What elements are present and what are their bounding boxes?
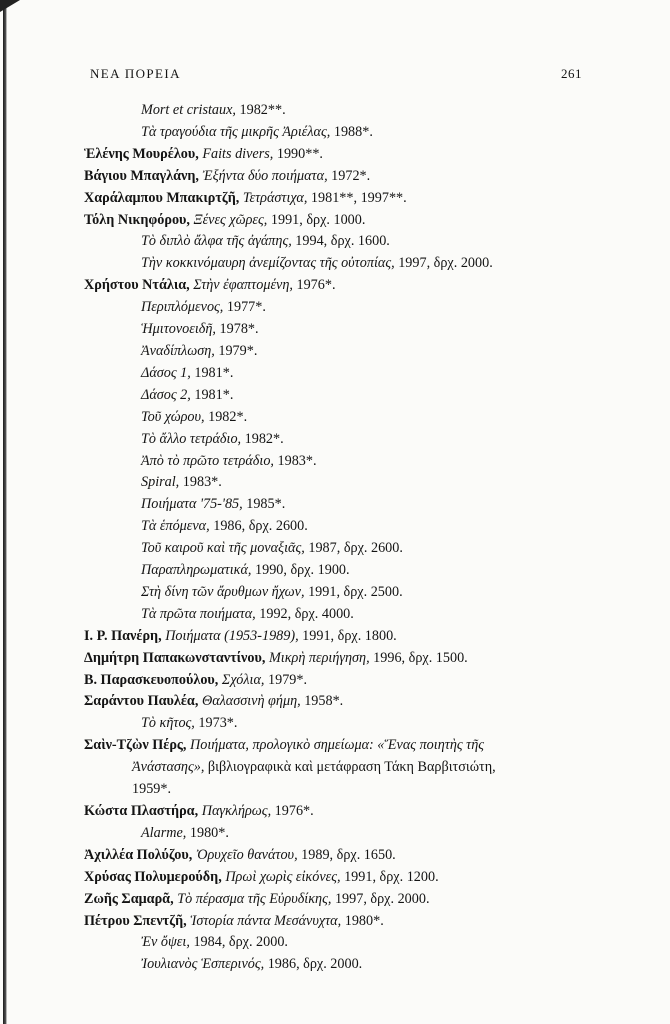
title: Τὰ τραγούδια τῆς μικρῆς Ἀριέλας, <box>141 123 331 140</box>
entry-8 <box>84 275 604 297</box>
details: 1976*. <box>292 277 336 294</box>
title: Ποιήματα (1953-1989), <box>161 627 299 644</box>
entry-2 <box>84 144 604 166</box>
author: Β. Παρασκευοπούλου, <box>84 671 219 688</box>
entry-38 <box>84 932 604 954</box>
title: Ἱστορία πάντα Μεσάνυχτα, <box>186 912 342 929</box>
title: Τὸ κῆτος, <box>141 715 195 732</box>
entry-32 <box>84 801 604 823</box>
details: 1985*. <box>242 496 286 513</box>
entry-37 <box>84 911 604 933</box>
title: Τὸ ἄλλο τετράδιο, <box>141 430 242 447</box>
title: Mort et cristaux, <box>141 102 236 118</box>
title: Τὰ ἑπόμενα, <box>141 518 210 535</box>
details: 1959*. <box>132 781 172 798</box>
details: 1990**. <box>273 145 323 162</box>
details: 1997, δρχ. 2000. <box>394 255 493 272</box>
title: Τετράστιχα, <box>239 189 308 206</box>
author: Πέτρου Σπεντζῆ, <box>84 912 187 929</box>
details: 1997, δρχ. 2000. <box>331 890 430 907</box>
title: Τοῦ καιροῦ καὶ τῆς μοναξιᾶς, <box>141 540 305 557</box>
title: Ἀπὸ τὸ πρῶτο τετράδιο, <box>141 452 274 469</box>
details: 1982*. <box>204 408 248 425</box>
title: Ποιήματα '75-'85, <box>141 496 243 513</box>
entry-3 <box>84 166 604 188</box>
title: Παραπληρωματικά, <box>141 562 252 579</box>
title: Τὸ διπλὸ ἄλφα τῆς ἀγάπης, <box>141 233 292 250</box>
entry-13 <box>84 385 604 407</box>
entry-6 <box>84 231 604 253</box>
title: Alarme, <box>141 824 187 841</box>
entry-4 <box>84 188 604 210</box>
details: 1972*. <box>327 167 371 184</box>
details: βιβλιογραφικὰ καὶ μετάφραση Τάκη Βαρβιτσιώτη, <box>204 759 496 776</box>
entry-35 <box>84 867 604 889</box>
title: Μικρὴ περιήγηση, <box>265 649 370 666</box>
title: Ἐξήντα δύο ποιήματα, <box>198 167 328 184</box>
title: Περιπλόμενος, <box>141 299 224 316</box>
details: 1983*. <box>273 452 317 469</box>
details: 1981*. <box>190 364 234 381</box>
details: 1982**. <box>235 102 286 118</box>
entry-36 <box>84 889 604 911</box>
entry-23 <box>84 604 604 626</box>
title: Δάσος 2, <box>141 386 191 403</box>
page-number: 261 <box>561 66 582 81</box>
title: Spiral, <box>141 474 180 491</box>
author: Δημήτρη Παπακωνσταντίνου, <box>84 649 266 666</box>
entry-33 <box>84 823 604 845</box>
author: Χαράλαμπου Μπακιρτζῆ, <box>84 189 240 206</box>
title: Ἡμιτονοειδῆ, <box>141 321 216 338</box>
details: 1986, δρχ. 2000. <box>264 956 363 973</box>
details: 1976*. <box>271 803 314 819</box>
details: 1992, δρχ. 4000. <box>255 605 354 622</box>
details: 1996, δρχ. 1500. <box>369 649 468 666</box>
entry-34 <box>84 845 604 867</box>
details: 1991, δρχ. 2500. <box>304 583 403 600</box>
entry-28 <box>84 713 604 735</box>
author: Χρύσας Πολυμερούδη, <box>84 868 222 885</box>
title: Faits divers, <box>198 145 274 162</box>
title: Ὀρυχεῖο θανάτου, <box>192 846 298 863</box>
entry-10 <box>84 319 604 341</box>
author: Ζωῆς Σαμαρᾶ, <box>84 890 174 907</box>
title: Τὸ πέρασμα τῆς Εὐρυδίκης, <box>173 890 332 907</box>
running-header <box>90 66 582 82</box>
details: 1978*. <box>215 321 259 338</box>
entry-31 <box>84 779 604 801</box>
title: Ποιήματα, προλογικὸ σημείωμα: «Ἕνας ποιητὴς τῆς <box>186 737 485 754</box>
entry-26 <box>84 670 604 692</box>
entry-24 <box>84 626 604 648</box>
entry-27 <box>84 691 604 713</box>
details: 1991, δρχ. 1200. <box>340 868 439 885</box>
details: 1987, δρχ. 2600. <box>304 540 403 557</box>
author: Χρήστου Ντάλια, <box>84 277 190 294</box>
book-spine-shadow <box>3 0 7 1024</box>
entry-19 <box>84 516 604 538</box>
details: 1989, δρχ. 1650. <box>297 846 396 863</box>
details: 1991, δρχ. 1000. <box>267 211 366 228</box>
entry-39 <box>84 954 604 976</box>
entry-9 <box>84 297 604 319</box>
details: 1991, δρχ. 1800. <box>298 627 397 644</box>
entry-21 <box>84 560 604 582</box>
entry-17 <box>84 472 604 494</box>
title: Ἀναδίπλωση, <box>141 342 215 359</box>
title: Στὴ δίνη τῶν ἄρυθμων ἤχων, <box>141 583 305 600</box>
author: Κώστα Πλαστήρα, <box>84 803 199 819</box>
entry-20 <box>84 538 604 560</box>
title: Ἀνάστασης», <box>132 759 205 776</box>
details: 1983*. <box>179 474 222 491</box>
details: 1977*. <box>223 299 266 316</box>
title: Σχόλια, <box>218 671 265 688</box>
entry-0 <box>84 100 604 122</box>
details: 1973*. <box>194 715 238 732</box>
entry-22 <box>84 582 604 604</box>
details: 1994, δρχ. 1600. <box>291 233 390 250</box>
title: Δάσος 1, <box>141 364 191 381</box>
entry-18 <box>84 494 604 516</box>
entry-25 <box>84 648 604 670</box>
entry-7 <box>84 253 604 275</box>
entry-30 <box>84 757 604 779</box>
entry-11 <box>84 341 604 363</box>
title: Ἰουλιανὸς Ἑσπερινός, <box>141 956 265 973</box>
details: 1980*. <box>186 824 229 841</box>
title: Στὴν ἐφαπτομένη, <box>189 277 293 294</box>
author: Ἑλένης Μουρέλου, <box>84 145 199 162</box>
details: 1990, δρχ. 1900. <box>251 562 350 579</box>
entry-1 <box>84 122 604 144</box>
details: 1979*. <box>214 342 258 359</box>
author: Σαράντου Παυλέα, <box>84 693 199 710</box>
author: Ἀχιλλέα Πολύζου, <box>84 846 193 863</box>
details: 1984, δρχ. 2000. <box>189 934 288 951</box>
title: Θαλασσινὴ φήμη, <box>198 693 301 710</box>
details: 1981*. <box>190 386 234 403</box>
title: Τὴν κοκκινόμαυρη ἀνεμίζοντας τῆς οὐτοπίας, <box>141 255 395 272</box>
title: Τοῦ χώρου, <box>141 408 205 425</box>
author: Βάγιου Μπαγλάνη, <box>84 167 199 184</box>
details: 1988*. <box>330 123 373 140</box>
page-corner-mark <box>0 0 20 12</box>
entry-5 <box>84 210 604 232</box>
details: 1986, δρχ. 2600. <box>209 518 308 535</box>
author: Σαὶν-Τζὼν Πέρς, <box>84 737 187 754</box>
author: Τόλη Νικηφόρου, <box>84 211 190 228</box>
details: 1958*. <box>300 693 344 710</box>
entry-12 <box>84 363 604 385</box>
title: Πρωὶ χωρὶς εἰκόνες, <box>221 868 341 885</box>
entry-14 <box>84 407 604 429</box>
bibliography-list <box>84 100 604 976</box>
entry-16 <box>84 451 604 473</box>
details: 1979*. <box>264 671 308 688</box>
details: 1980*. <box>341 912 384 929</box>
details: 1981**, 1997**. <box>307 189 407 206</box>
title: Παγκλήρως, <box>198 803 272 819</box>
entry-29 <box>84 735 604 757</box>
title: Ξένες χῶρες, <box>189 211 268 228</box>
entry-15 <box>84 429 604 451</box>
author: Ι. Ρ. Πανέρη, <box>84 627 162 644</box>
details: 1982*. <box>241 430 284 447</box>
journal-title: ΝΕΑ ΠΟΡΕΙΑ <box>90 66 181 81</box>
title: Τὰ πρῶτα ποιήματα, <box>141 605 256 622</box>
title: Ἐν ὄψει, <box>141 934 190 951</box>
